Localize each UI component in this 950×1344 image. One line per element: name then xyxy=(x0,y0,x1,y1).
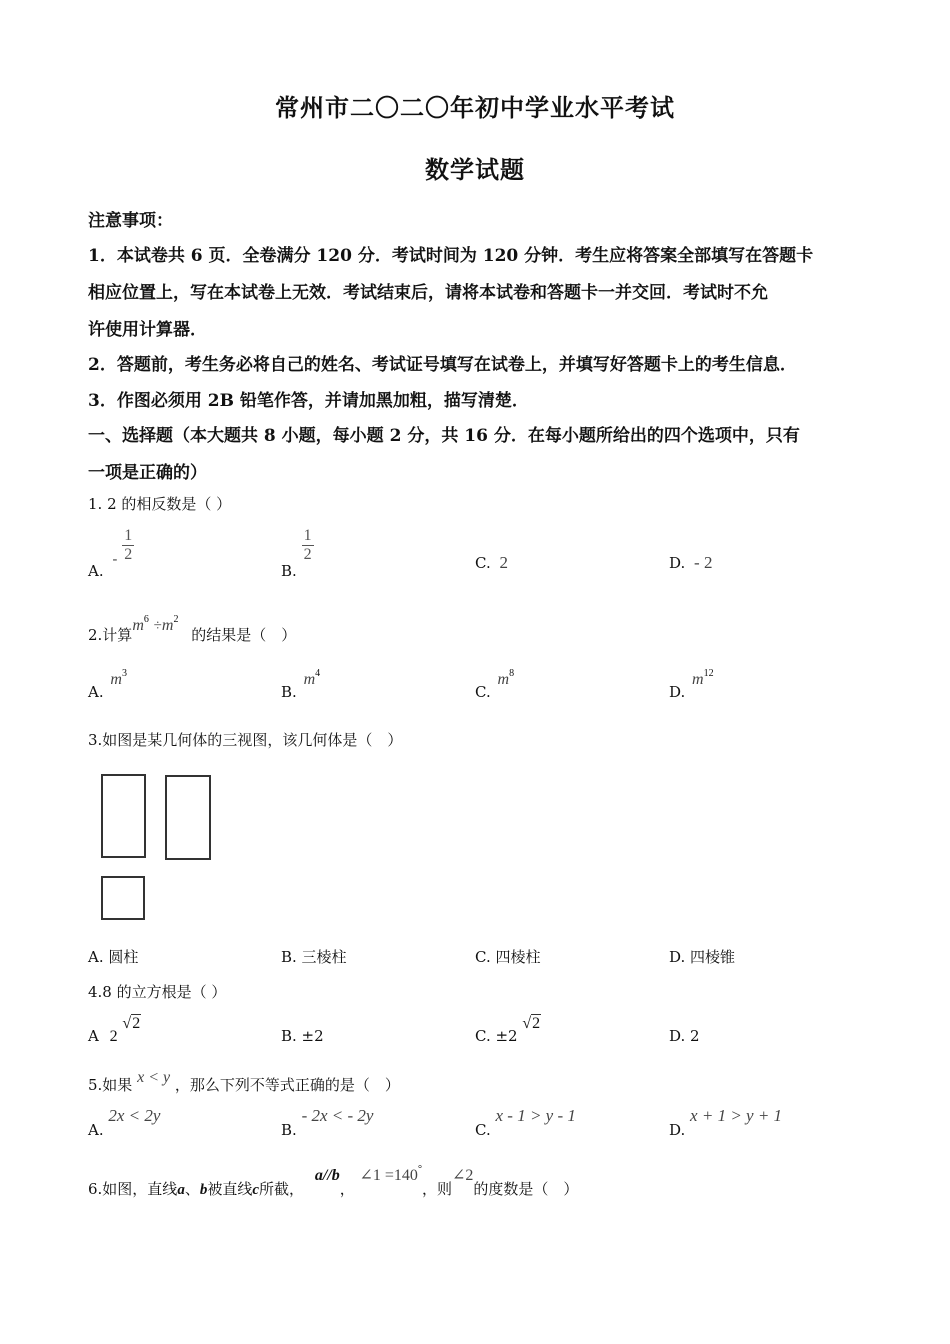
q6-mid: 被直线 xyxy=(207,1180,253,1198)
q2-divide-op: ÷ xyxy=(153,618,162,634)
q3-option-b: B. 三棱柱 xyxy=(281,948,347,966)
q4-a-coef: 2 xyxy=(109,1028,118,1045)
q3-option-c: C. 四棱柱 xyxy=(475,948,541,966)
q6-comma: ， xyxy=(339,1180,355,1198)
q1-c-label: C. xyxy=(475,554,491,572)
q1-a-label: A. xyxy=(88,561,104,580)
q6-stem xyxy=(88,1164,579,1198)
section1-line-1: 一、选择题（本大题共 8 小题，每小题 2 分，共 16 分．在每小题所给出的四个选项中，只有 xyxy=(88,426,800,446)
q5-condition: x < y xyxy=(137,1069,171,1086)
notes-heading: 注意事项： xyxy=(88,211,173,231)
q4-stem: 4.8 的立方根是（ ） xyxy=(88,983,227,1001)
notes-line-1a: 1．本试卷共 6 页．全卷满分 120 分．考试时间为 120 分钟．考生应将答案全部填写在答题卡 xyxy=(88,246,814,266)
q6-stem-post: 的度数是（ ） xyxy=(473,1180,579,1198)
q1-d-label: D. xyxy=(669,554,686,572)
q1-option-c xyxy=(475,553,508,573)
q4-option-b: B. ±2 xyxy=(281,1027,324,1045)
q2-c-base: m xyxy=(497,671,510,688)
q1-d-value: - 2 xyxy=(694,553,713,572)
q2-option-d xyxy=(669,668,714,701)
q4-option-c xyxy=(475,1014,541,1045)
q2-b-exp: 4 xyxy=(315,668,321,679)
q2-stem xyxy=(88,614,297,644)
q2-stem-post: 的结果是（ ） xyxy=(191,626,297,644)
q1-b-label: B. xyxy=(281,561,297,580)
q3-option-a: A. 圆柱 xyxy=(88,948,139,966)
q1-c-value: 2 xyxy=(499,553,508,572)
q1-a-numerator: 1 xyxy=(124,527,133,544)
q2-option-b xyxy=(281,668,321,701)
q5-a-label: A. xyxy=(88,1121,104,1139)
q2-d-label: D. xyxy=(669,683,686,701)
q2-stem-pre: 2.计算 xyxy=(88,626,133,644)
q5-option-d xyxy=(669,1106,783,1139)
q6-then: ，则 xyxy=(421,1180,452,1198)
q2-exp-2: 2 xyxy=(173,614,179,625)
front-view-rect xyxy=(102,775,145,857)
q2-d-exp: 12 xyxy=(703,668,714,679)
q3-stem: 3.如图是某几何体的三视图，该几何体是（ ） xyxy=(88,731,403,749)
q6-parallel-expr: a//b xyxy=(314,1167,340,1184)
q2-base-1: m xyxy=(132,617,144,634)
q6-angle1-expr: ∠1 =140 xyxy=(359,1167,418,1184)
q6-sep: 、 xyxy=(184,1180,200,1198)
q5-c-label: C. xyxy=(475,1121,491,1139)
q4-c-radicand: 2 xyxy=(532,1015,541,1032)
q2-c-label: C. xyxy=(475,683,491,701)
q4-c-sqrt: √2 xyxy=(522,1015,541,1032)
top-view-square xyxy=(102,877,144,919)
q2-b-label: B. xyxy=(281,683,297,701)
q5-d-label: D. xyxy=(669,1121,686,1139)
q1-a-sign: - xyxy=(112,549,118,568)
q4-c-label: C. ±2 xyxy=(475,1027,518,1045)
exam-title: 常州市二〇二〇年初中学业水平考试 xyxy=(275,93,675,122)
q4-option-d: D. 2 xyxy=(669,1027,700,1045)
q1-option-b xyxy=(281,527,314,580)
q1-stem: 1. 2 的相反数是（ ） xyxy=(88,495,232,513)
section1-line-2: 一项是正确的） xyxy=(88,463,207,483)
q5-b-expr: - 2x < - 2y xyxy=(301,1106,374,1125)
notes-line-1c: 许使用计算器． xyxy=(88,320,207,340)
notes-line-3: 3．作图必须用 2B 铅笔作答，并请加黑加粗，描写清楚． xyxy=(88,391,529,411)
q1-option-a xyxy=(88,527,134,580)
q6-line-b: b xyxy=(199,1182,208,1198)
q6-line-c: c xyxy=(252,1182,260,1198)
q2-c-exp: 8 xyxy=(509,668,515,679)
q2-d-base: m xyxy=(692,671,704,688)
q4-a-label: A xyxy=(88,1027,99,1045)
q1-b-fraction xyxy=(302,527,314,564)
q2-exp-1: 6 xyxy=(143,614,149,625)
q2-option-a xyxy=(88,668,127,701)
q4-option-a xyxy=(88,1014,141,1045)
q2-option-c xyxy=(475,668,515,701)
q5-option-b xyxy=(281,1106,374,1139)
side-view-rect xyxy=(166,776,210,859)
q5-stem-post: ，那么下列不等式正确的是（ ） xyxy=(174,1076,400,1094)
q5-d-expr: x + 1 > y + 1 xyxy=(690,1106,783,1125)
q6-degree: ° xyxy=(417,1164,422,1175)
q1-option-d xyxy=(669,553,712,573)
q5-stem-pre: 5.如果 xyxy=(88,1076,133,1094)
q2-a-exp: 3 xyxy=(121,668,127,679)
q5-stem xyxy=(88,1066,400,1094)
q6-angle2: ∠2 xyxy=(451,1167,474,1184)
q6-line-a: a xyxy=(177,1182,185,1198)
q5-option-a xyxy=(88,1106,161,1139)
q1-a-fraction xyxy=(122,527,134,564)
q5-option-c xyxy=(475,1106,576,1139)
q5-c-expr: x - 1 > y - 1 xyxy=(495,1106,576,1125)
q5-b-label: B. xyxy=(281,1121,297,1139)
q1-b-numerator: 1 xyxy=(303,527,312,544)
q4-a-sqrt: √2 xyxy=(122,1015,141,1032)
q2-a-base: m xyxy=(110,671,122,688)
notes-line-1b: 相应位置上，写在本试卷上无效．考试结束后，请将本试卷和答题卡一并交回．考试时不允 xyxy=(88,283,768,303)
q5-a-expr: 2x < 2y xyxy=(108,1106,161,1125)
q4-a-radicand: 2 xyxy=(132,1015,141,1032)
three-view-figure xyxy=(90,765,230,930)
q1-b-denominator: 2 xyxy=(303,546,312,563)
q2-b-base: m xyxy=(303,671,316,688)
q3-option-d: D. 四棱锥 xyxy=(669,948,736,966)
q6-mid2: 所截， xyxy=(259,1180,305,1198)
q2-a-label: A. xyxy=(88,683,104,701)
exam-subtitle: 数学试题 xyxy=(425,155,525,184)
notes-line-2: 2．答题前，考生务必将自己的姓名、考试证号填写在试卷上，并填写好答题卡上的考生信息． xyxy=(88,355,797,375)
q2-base-2: m xyxy=(161,617,174,634)
q1-a-denominator: 2 xyxy=(124,546,133,563)
q6-stem-pre: 6.如图，直线 xyxy=(88,1180,178,1198)
